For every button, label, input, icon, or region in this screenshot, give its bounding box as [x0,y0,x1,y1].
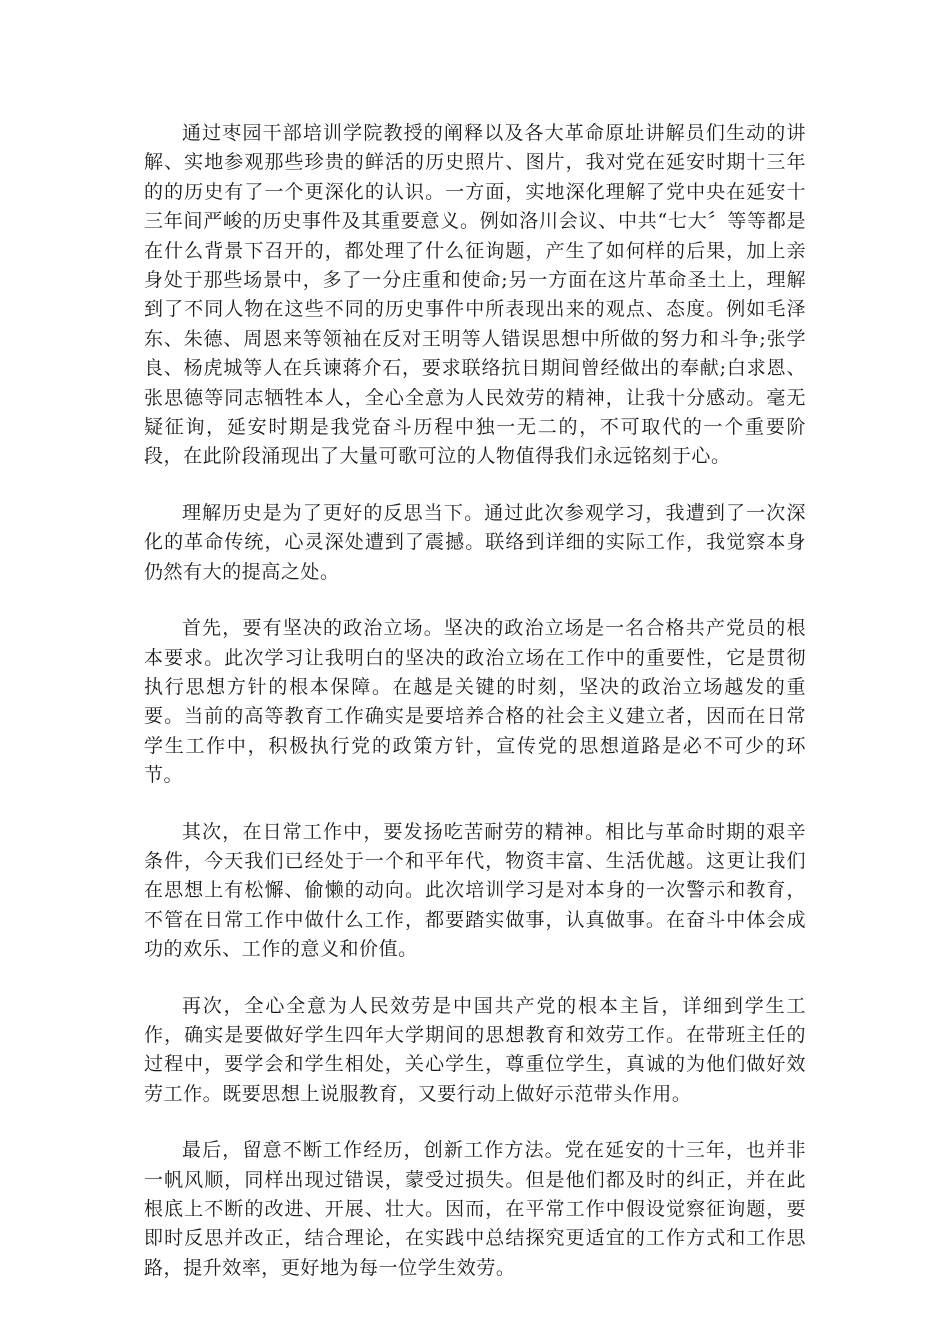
paragraph-2: 理解历史是为了更好的反思当下。通过此次参观学习，我遭到了一次深化的革命传统，心灵深处遭到了震撼。联络到详细的实际工作，我觉察本身仍然有大的提高之处。 [144,501,806,583]
paragraph-6: 最后，留意不断工作经历，创新工作方法。党在延安的十三年，也并非一帆风顺，同样出现过错误，蒙受过损失。但是他们都及时的纠正，并在此根底上不断的改进、开展、壮大。因而，在平常工作中假设觉察征询题，要即时反思并改正，结合理论，在实践中总结探究更适宜的工作方式和工作思路，提升效率，更好地为每一位学生效劳。 [144,1139,806,1279]
paragraph-1: 通过枣园干部培训学院教授的阐释以及各大革命原址讲解员们生动的讲解、实地参观那些珍贵的鲜活的历史照片、图片，我对党在延安时期十三年的的历史有了一个更深化的认识。一方面，实地深化理解了党中央在延安十三年间严峻的历史事件及其重要意义。例如洛川会议、中共“七大〞等等都是在什么背景下召开的，都处理了什么征询题，产生了如何样的后果，加上亲身处于那些场景中，多了一分庄重和使命;另一方面在这片革命圣土上，理解到了不同人物在这些不同的历史事件中所表现出来的观点、态度。例如毛泽东、朱德、周恩来等领袖在反对王明等人错误思想中所做的努力和斗争;张学良、杨虎城等人在兵谏蒋介石，要求联络抗日期间曾经做出的奉献;白求恩、张思德等同志牺牲本人，全心全意为人民效劳的精神，让我十分感动。毫无疑征询，延安时期是我党奋斗历程中独一无二的，不可取代的一个重要阶段，在此阶段涌现出了大量可歌可泣的人物值得我们永远铭刻于心。 [144,122,806,468]
paragraph-3: 首先，要有坚决的政治立场。坚决的政治立场是一名合格共产党员的根本要求。此次学习让我明白的坚决的政治立场在工作中的重要性，它是贯彻执行思想方针的根本保障。在越是关键的时刻，坚决的政治立场越发的重要。当前的高等教育工作确实是要培养合格的社会主义建立者，因而在日常学生工作中，积极执行党的政策方针，宣传党的思想道路是必不可少的环节。 [144,617,806,787]
document-body [144,119,806,1310]
paragraph-5: 再次，全心全意为人民效劳是中国共产党的根本主旨，详细到学生工作，确实是要做好学生四年大学期间的思想教育和效劳工作。在带班主任的过程中，要学会和学生相处，关心学生，尊重位学生，真诚的为他们做好效劳工作。既要思想上说服教育，又要行动上做好示范带头作用。 [144,994,806,1105]
paragraph-4: 其次，在日常工作中，要发扬吃苦耐劳的精神。相比与革命时期的艰辛条件，今天我们已经处于一个和平年代，物资丰富、生活优越。这更让我们在思想上有松懈、偷懒的动向。此次培训学习是对本身的一次警示和教育，不管在日常工作中做什么工作，都要踏实做事，认真做事。在奋斗中体会成功的欢乐、工作的意义和价值。 [144,820,806,961]
